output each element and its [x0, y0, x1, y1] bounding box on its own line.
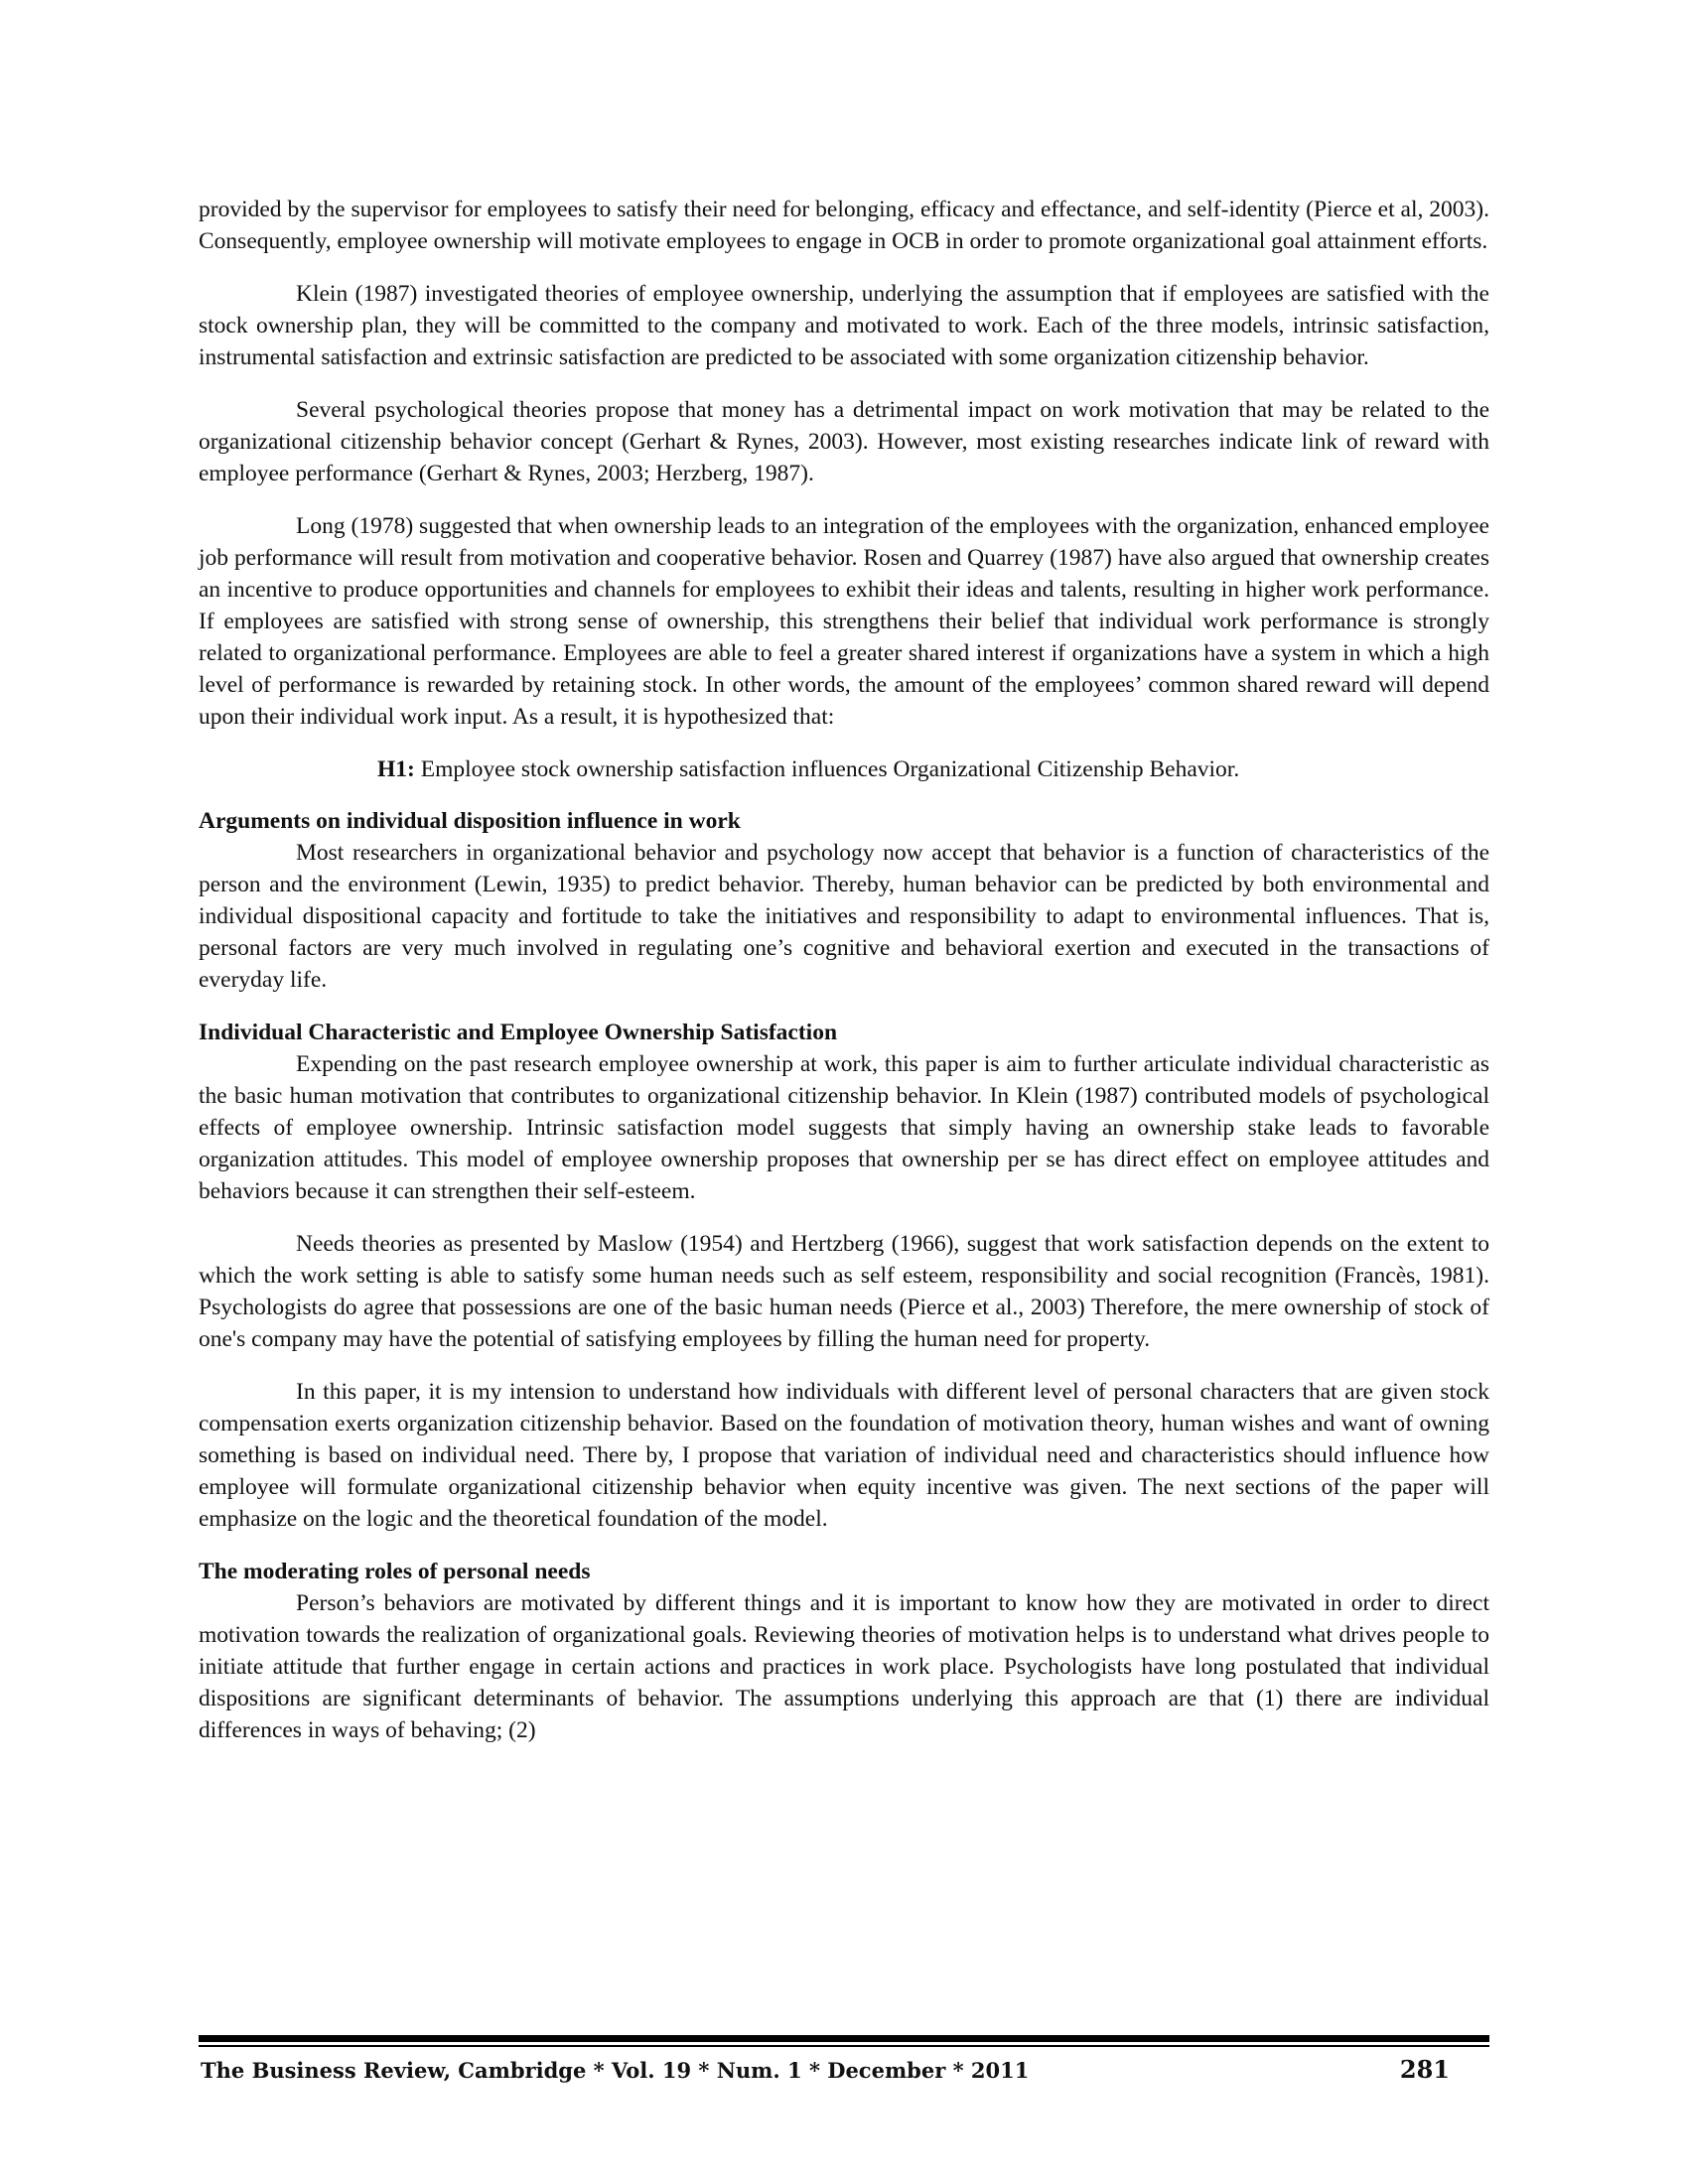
body-paragraph: Most researchers in organizational behavior and psychology now accept that behavior is a function of characteristics of the person and the environment (Lewin, 1935) to predict behavior. Thereby, human behavior can be predicted by both environmental and individual dispositional capacity and fortitude to take the initiatives and responsibility to adapt to environmental influences. That is, personal factors are very much involved in regulating one’s cognitive and behavioral exertion and executed in the transactions of everyday life. [199, 840, 1489, 993]
section-heading: Individual Characteristic and Employee Ownership Satisfaction [199, 1020, 838, 1045]
footer-row [199, 2055, 1489, 2084]
page-footer [199, 2035, 1489, 2084]
footer-rule-thin [199, 2045, 1489, 2047]
page-body [199, 194, 1489, 1767]
body-paragraph: Several psychological theories propose that money has a detrimental impact on work motivation that may be related to the organizational citizenship behavior concept (Gerhart & Rynes, 2003). However, most existing researches indicate link of reward with employee performance (Gerhart & Rynes, 2003; Herzberg, 1987). [199, 397, 1489, 486]
page-number: 281 [1399, 2055, 1450, 2084]
body-paragraph: Person’s behaviors are motivated by different things and it is important to know how they are motivated in order to direct motivation towards the realization of organizational goals. Reviewing theories of motivation helps is to understand what drives people to initiate attitude that further engage in certain actions and practices in work place. Psychologists have long postulated that individual dispositions are significant determinants of behavior. The assumptions underlying this approach are that (1) there are individual differences in ways of behaving; (2) [199, 1590, 1489, 1743]
body-paragraph: provided by the supervisor for employees to satisfy their need for belonging, efficacy and effectance, and self-identity (Pierce et al, 2003). Consequently, employee ownership will motivate employees to engage in OCB in order to promote organizational goal attainment efforts. [199, 197, 1489, 254]
body-paragraph: In this paper, it is my intension to understand how individuals with different level of personal characters that are given stock compensation exerts organization citizenship behavior. Based on the foundation of motivation theory, human wishes and want of owning something is based on individual need. There by, I propose that variation of individual need and characteristics should influence how employee will formulate organizational citizenship behavior when equity incentive was given. The next sections of the paper will emphasize on the logic and the theoretical foundation of the model. [199, 1379, 1489, 1532]
body-paragraph: Expending on the past research employee ownership at work, this paper is aim to further articulate individual characteristic as the basic human motivation that contributes to organizational citizenship behavior. In Klein (1987) contributed models of psychological effects of employee ownership. Intrinsic satisfaction model suggests that simply having an ownership stake leads to favorable organization attitudes. This model of employee ownership proposes that ownership per se has direct effect on employee attitudes and behaviors because it can strengthen their self-esteem. [199, 1051, 1489, 1204]
body-paragraph: Needs theories as presented by Maslow (1954) and Hertzberg (1966), suggest that work satisfaction depends on the extent to which the work setting is able to satisfy some human needs such as self esteem, responsibility and social recognition (Francès, 1981). Psychologists do agree that possessions are one of the basic human needs (Pierce et al., 2003) Therefore, the mere ownership of stock of one's company may have the potential of satisfying employees by filling the human need for property. [199, 1231, 1489, 1352]
body-paragraph: Long (1978) suggested that when ownership leads to an integration of the employees with the organization, enhanced employee job performance will result from motivation and cooperative behavior. Rosen and Quarrey (1987) have also argued that ownership creates an incentive to produce opportunities and channels for employees to exhibit their ideas and talents, resulting in higher work performance. If employees are satisfied with strong sense of ownership, this strengthens their belief that individual work performance is strongly related to organizational performance. Employees are able to feel a greater shared interest if organizations have a system in which a high level of performance is rewarded by retaining stock. In other words, the amount of the employees’ common shared reward will depend upon their individual work input. As a result, it is hypothesized that: [199, 513, 1489, 730]
hypothesis-h1 [199, 753, 1489, 785]
footer-rule-thick [199, 2035, 1489, 2042]
body-paragraph: Klein (1987) investigated theories of employee ownership, underlying the assumption that if employees are satisfied with the stock ownership plan, they will be committed to the company and motivated to work. Each of the three models, intrinsic satisfaction, instrumental satisfaction and extrinsic satisfaction are predicted to be associated with some organization citizenship behavior. [199, 281, 1489, 370]
section-heading: Arguments on individual disposition influence in work [199, 808, 741, 834]
hypothesis-text: Employee stock ownership satisfaction influences Organizational Citizenship Behavior. [414, 756, 1240, 782]
section-heading: The moderating roles of personal needs [199, 1559, 591, 1584]
journal-citation: The Business Review, Cambridge * Vol. 19 * Num. 1 * December * 2011 [201, 2058, 1030, 2083]
hypothesis-label: H1: [377, 756, 415, 782]
